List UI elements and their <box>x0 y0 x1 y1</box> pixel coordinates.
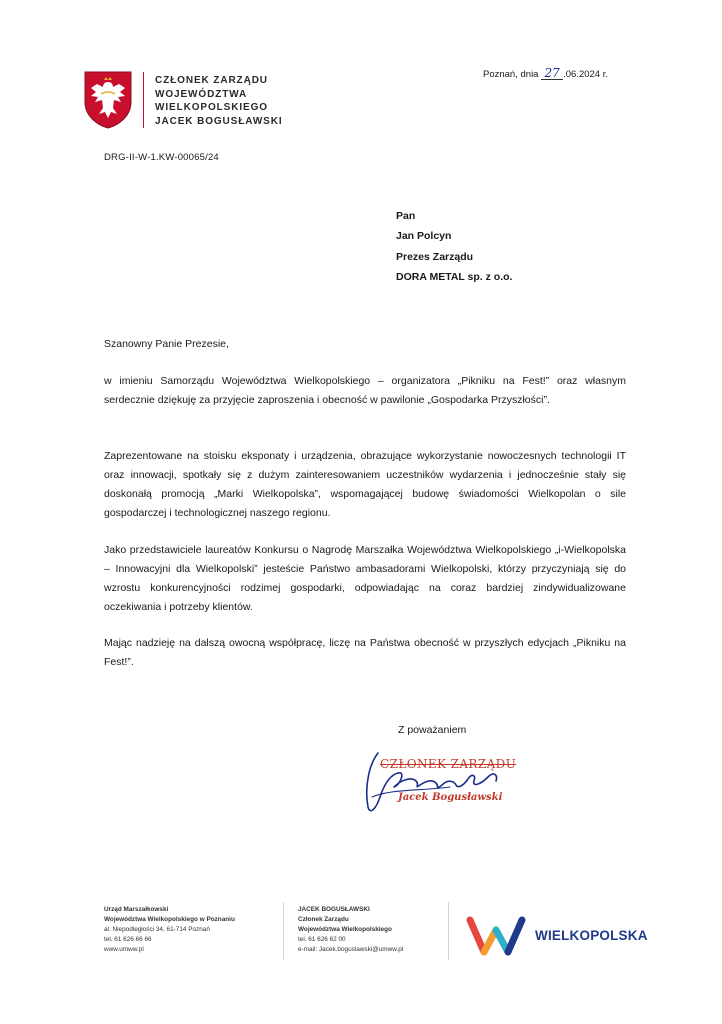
footer-contact <box>298 905 403 955</box>
date-day-handwritten: 27 <box>541 67 563 80</box>
footer-line: Województwa Wielkopolskiego w Poznaniu <box>104 916 235 923</box>
sender-title-line: JACEK BOGUSŁAWSKI <box>155 115 283 127</box>
footer-line: tel. 61 626 66 66 <box>104 936 152 943</box>
header-divider <box>143 72 144 128</box>
footer-line: Województwa Wielkopolskiego <box>298 926 392 933</box>
addressee-line: Prezes Zarządu <box>396 250 474 263</box>
footer-line: Członek Zarządu <box>298 916 349 923</box>
footer-line: e-mail: Jacek.boguslawski@umww.pl <box>298 946 404 953</box>
stamp-title-main: ŁONEK ZARZĄDU <box>398 757 517 771</box>
letter-date <box>483 67 608 80</box>
wielkopolska-logo-icon <box>466 912 528 958</box>
footer-line: www.umww.pl <box>104 946 144 953</box>
addressee-line: DORA METAL sp. z o.o. <box>396 270 513 283</box>
salutation: Szanowny Panie Prezesie, <box>104 338 229 350</box>
coat-of-arms-icon <box>83 70 133 130</box>
body-paragraph: Zaprezentowane na stoisku eksponaty i urządzenia, obrazujące wykorzystanie nowoczesnych technologii IT oraz innowacji, spotkały się z dużym zainteresowaniem uczestników wydarzenia i jednocześnie stały się doskonałą promocją „Marki Wielkopolska”, wspomagającej budowę świadomości Wielkopolan o sile gospodarczej i technologicznej naszego regionu. <box>104 450 626 519</box>
body-paragraph: w imieniu Samorządu Województwa Wielkopolskiego – organizatora „Pikniku na Fest!” oraz własnym serdecznie dziękuję za przyjęcie zaproszenia i obecność w pawilonie „Gospodarka Przyszłości”. <box>104 375 626 406</box>
handwritten-signature <box>350 745 510 825</box>
sender-title-line: WIELKOPOLSKIEGO <box>155 102 268 113</box>
body-paragraph: Jako przedstawiciele laureatów Konkursu o Nagrodę Marszałka Województwa Wielkopolskiego „i-Wielkopolska – Innowacyjni dla Wielkopolski” jesteście Państwo ambasadorami Wielkopolski, którzy przyczyniają się do wzrostu konkurencyjności rodzimej gospodarki, odpowiadając na coraz bardziej zindywidualizowane oczekiwania i potrzeby klientów. <box>104 544 626 613</box>
sender-title-line: CZŁONEK ZARZĄDU <box>155 75 268 86</box>
addressee-line: Jan Polcyn <box>396 230 452 243</box>
footer-line: JACEK BOGUSŁAWSKI <box>298 906 370 913</box>
stamp-name: Jacek Bogusławski <box>398 792 503 803</box>
date-suffix: .06.2024 r. <box>563 69 609 80</box>
body-paragraph: Mając nadzieję na dalszą owocną współpracę, liczę na Państwa obecność w przyszłych edycjach „Pikniku na Fest!”. <box>104 637 626 668</box>
footer-divider <box>283 902 284 960</box>
footer-line: Urząd Marszałkowski <box>104 906 169 913</box>
sender-title-line: WOJEWÓDZTWA <box>155 88 248 100</box>
footer-office-address <box>104 905 235 955</box>
reference-number: DRG-II-W-1.KW-00065/24 <box>104 152 219 163</box>
footer-divider <box>448 902 449 960</box>
sender-title-block <box>155 74 283 128</box>
footer-line: tel. 61 626 62 00 <box>298 936 346 943</box>
date-prefix: Poznań, dnia <box>483 69 539 80</box>
footer-line: al. Niepodległości 34, 61-714 Poznań <box>104 926 210 933</box>
addressee-line: Pan <box>396 210 416 222</box>
brand-wordmark: WIELKOPOLSKA <box>535 928 648 943</box>
stamp-title-prefix: CZ <box>380 757 399 771</box>
closing: Z poważaniem <box>398 724 467 736</box>
addressee-block <box>396 206 512 287</box>
